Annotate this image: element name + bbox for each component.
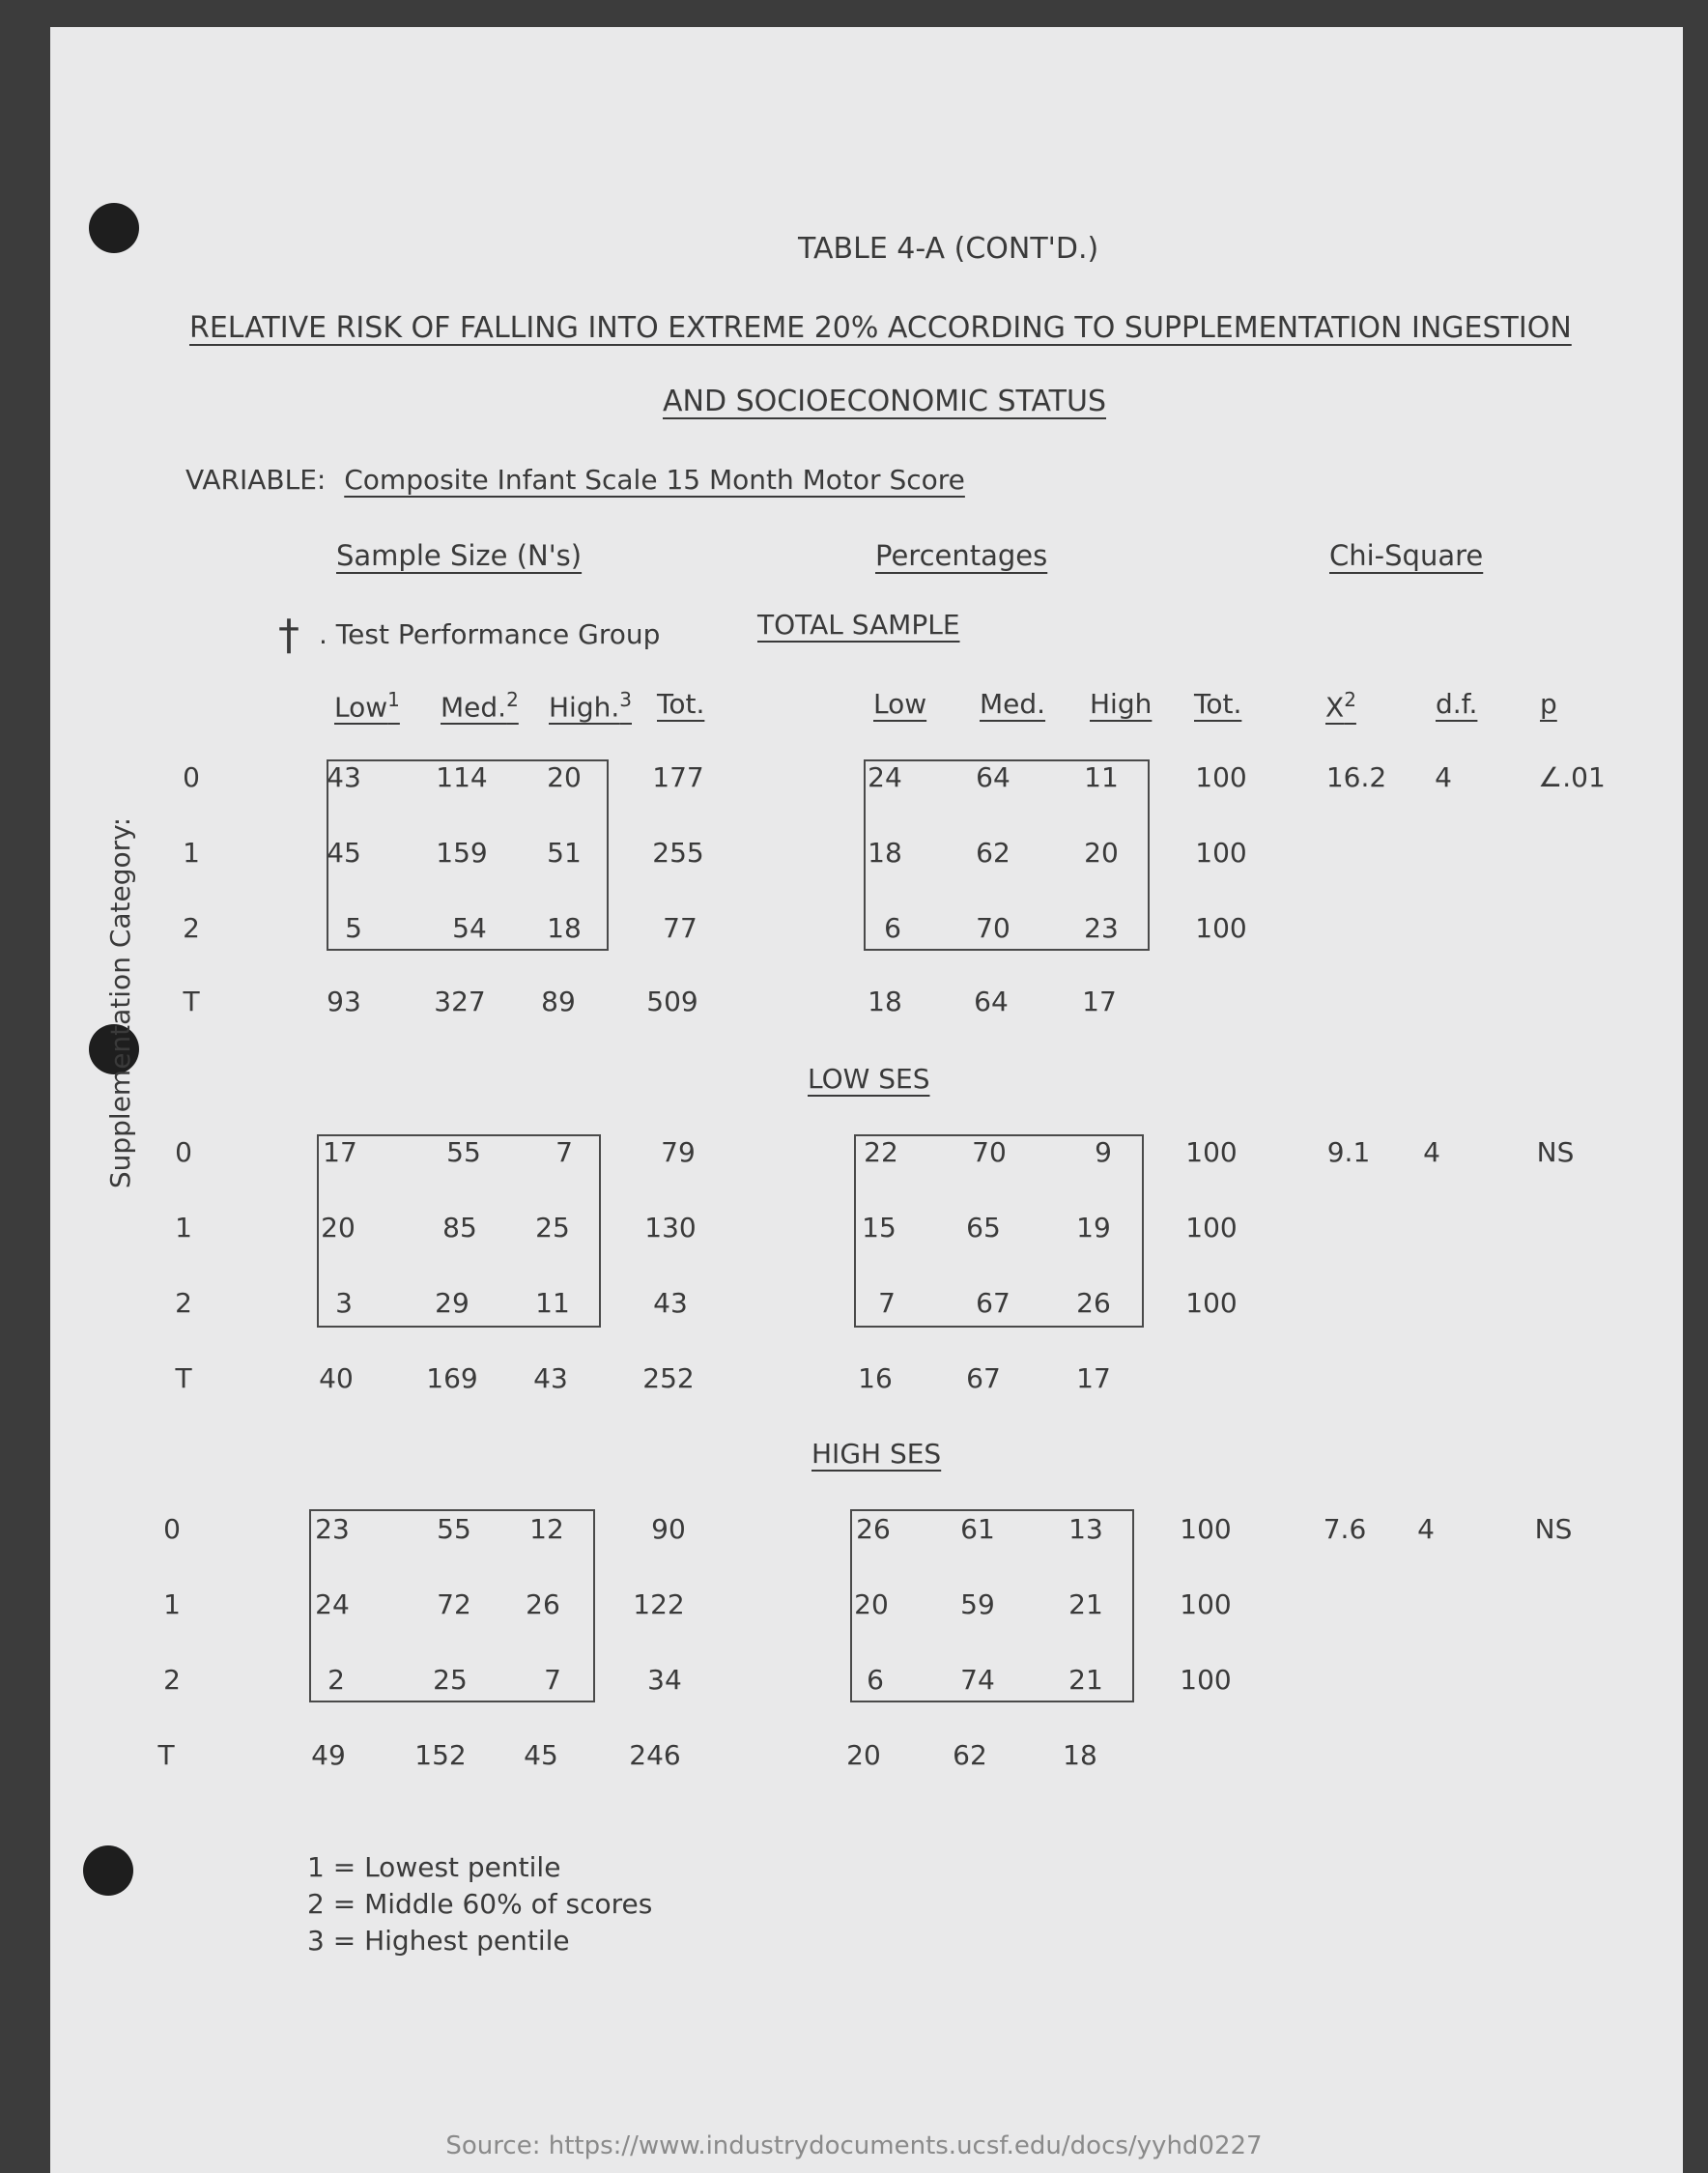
row-label: 1 — [183, 837, 200, 869]
n-total-cell: 45 — [524, 1739, 558, 1771]
n-cell: 43 — [653, 1287, 688, 1319]
chi-p-value: ∠.01 — [1538, 761, 1606, 793]
chi-p-value: NS — [1536, 1136, 1575, 1168]
n-cell: 17 — [323, 1136, 357, 1168]
n-cell: 51 — [547, 837, 582, 869]
pct-total-cell: 20 — [846, 1739, 881, 1771]
variable-label: VARIABLE: — [185, 464, 327, 496]
pct-cell: 6 — [884, 912, 901, 944]
pct-cell: 67 — [976, 1287, 1011, 1319]
pct-total-cell: 67 — [966, 1362, 1001, 1394]
n-cell: 25 — [535, 1212, 570, 1244]
row-label: 2 — [183, 912, 200, 944]
n-cell: 25 — [433, 1664, 468, 1696]
pct-cell: 7 — [878, 1287, 896, 1319]
n-cell: 26 — [526, 1588, 560, 1620]
pct-cell: 23 — [1084, 912, 1119, 944]
n-total-cell: 152 — [414, 1739, 467, 1771]
col-p: p — [1540, 688, 1557, 720]
pct-cell: 19 — [1076, 1212, 1111, 1244]
n-cell: 7 — [555, 1136, 573, 1168]
chi-x2-value: 16.2 — [1325, 761, 1387, 793]
n-cell: 114 — [436, 761, 488, 793]
n-cell: 90 — [651, 1513, 686, 1545]
n-cell: 20 — [547, 761, 582, 793]
punch-hole — [89, 203, 139, 253]
n-cell: 7 — [544, 1664, 561, 1696]
n-cell: 177 — [652, 761, 704, 793]
pct-cell: 22 — [864, 1136, 898, 1168]
row-label: T — [157, 1739, 175, 1771]
col-df: d.f. — [1436, 688, 1478, 720]
pct-total-cell: 17 — [1082, 986, 1117, 1017]
pct-cell: 24 — [868, 761, 902, 793]
pct-cell: 9 — [1095, 1136, 1112, 1168]
chi-df-value: 4 — [1435, 761, 1452, 793]
n-total-cell: 509 — [646, 986, 698, 1017]
n-total-cell: 93 — [327, 986, 361, 1017]
col-tot-pct: Tot. — [1194, 688, 1242, 720]
percentages-header: Percentages — [875, 539, 1048, 572]
pct-total-cell: 64 — [974, 986, 1009, 1017]
n-cell: 20 — [321, 1212, 356, 1244]
pct-cell: 18 — [868, 837, 902, 869]
n-total-cell: 40 — [319, 1362, 354, 1394]
pct-cell: 70 — [976, 912, 1011, 944]
n-cell: 34 — [647, 1664, 682, 1696]
chi-p-value: NS — [1534, 1513, 1573, 1545]
pct-cell: 15 — [862, 1212, 897, 1244]
chi-x2-value: 9.1 — [1326, 1136, 1371, 1168]
pct-cell: 74 — [960, 1664, 995, 1696]
pct-cell: 20 — [854, 1588, 889, 1620]
row-label: T — [175, 1362, 192, 1394]
n-total-cell: 327 — [434, 986, 486, 1017]
test-performance-group-label: . Test Performance Group — [319, 618, 661, 650]
col-tot-n: Tot. — [657, 688, 705, 720]
pct-total-cell: 16 — [858, 1362, 893, 1394]
pct-cell: 20 — [1084, 837, 1119, 869]
n-cell: 77 — [663, 912, 697, 944]
pct-cell: 100 — [1195, 912, 1247, 944]
col-high-pct: High — [1090, 688, 1153, 720]
chi-x2-value: 7.6 — [1323, 1513, 1367, 1545]
row-label: 1 — [175, 1212, 192, 1244]
source-caption: Source: https://www.industrydocuments.ucsf.edu/docs/yyhd0227 — [445, 2131, 1263, 2160]
n-cell: 12 — [529, 1513, 564, 1545]
col-med-pct: Med. — [980, 688, 1046, 720]
pct-cell: 65 — [966, 1212, 1001, 1244]
pct-cell: 21 — [1068, 1664, 1103, 1696]
footnote: 2 = Middle 60% of scores — [307, 1888, 653, 1920]
n-cell: 159 — [436, 837, 488, 869]
pct-cell: 6 — [867, 1664, 884, 1696]
pct-cell: 100 — [1195, 761, 1247, 793]
n-total-cell: 43 — [533, 1362, 568, 1394]
col-chi-x2: $X^2$ — [1325, 688, 1356, 724]
n-total-cell: 246 — [629, 1739, 681, 1771]
n-total-cell: 169 — [426, 1362, 478, 1394]
row-label: 0 — [175, 1136, 192, 1168]
n-total-cell: 49 — [311, 1739, 346, 1771]
pct-cell: 59 — [960, 1588, 995, 1620]
chi-df-value: 4 — [1423, 1136, 1440, 1168]
row-label: 1 — [163, 1588, 181, 1620]
n-cell: 72 — [437, 1588, 471, 1620]
row-label: 2 — [163, 1664, 181, 1696]
n-cell: 130 — [644, 1212, 697, 1244]
pct-cell: 100 — [1180, 1513, 1232, 1545]
col-high-n: High.$^3$ — [549, 688, 632, 724]
title-line-2: AND SOCIOECONOMIC STATUS — [663, 385, 1107, 418]
n-cell: 122 — [633, 1588, 685, 1620]
pct-cell: 13 — [1068, 1513, 1103, 1545]
section-title: LOW SES — [808, 1063, 930, 1095]
n-cell: 29 — [435, 1287, 470, 1319]
pct-cell: 26 — [856, 1513, 891, 1545]
section-title: TOTAL SAMPLE — [757, 609, 960, 641]
variable-line — [185, 464, 965, 496]
n-cell: 79 — [661, 1136, 696, 1168]
n-cell: 55 — [437, 1513, 471, 1545]
pct-cell: 100 — [1180, 1664, 1232, 1696]
n-cell: 24 — [315, 1588, 350, 1620]
n-cell: 255 — [652, 837, 704, 869]
chi-df-value: 4 — [1417, 1513, 1435, 1545]
chi-square-header: Chi-Square — [1329, 539, 1484, 572]
table-label: TABLE 4-A (CONT'D.) — [798, 232, 1099, 266]
pct-total-cell: 17 — [1076, 1362, 1111, 1394]
punch-hole — [83, 1845, 133, 1896]
row-label: 0 — [163, 1513, 181, 1545]
pct-cell: 62 — [976, 837, 1011, 869]
row-label: T — [183, 986, 200, 1017]
row-label: 0 — [183, 761, 200, 793]
pct-cell: 100 — [1185, 1287, 1238, 1319]
dagger-mark: † — [278, 611, 299, 660]
pct-cell: 21 — [1068, 1588, 1103, 1620]
variable-value: Composite Infant Scale 15 Month Motor Score — [344, 464, 965, 496]
n-cell: 85 — [442, 1212, 477, 1244]
n-cell: 43 — [327, 761, 361, 793]
title-line-1: RELATIVE RISK OF FALLING INTO EXTREME 20% ACCORDING TO SUPPLEMENTATION INGESTION — [189, 311, 1572, 345]
sample-size-header: Sample Size (N's) — [336, 539, 583, 572]
n-cell: 11 — [535, 1287, 570, 1319]
n-total-cell: 89 — [541, 986, 576, 1017]
pct-cell: 100 — [1195, 837, 1247, 869]
pct-cell: 11 — [1084, 761, 1119, 793]
supplementation-category-label: Supplementation Category: — [104, 816, 136, 1189]
col-low-pct: Low — [873, 688, 927, 720]
pct-cell: 26 — [1076, 1287, 1111, 1319]
n-cell: 18 — [547, 912, 582, 944]
document-page — [50, 27, 1683, 2173]
n-cell: 2 — [327, 1664, 345, 1696]
pct-total-cell: 18 — [1063, 1739, 1097, 1771]
col-low-n: Low$^1$ — [334, 688, 400, 724]
pct-total-cell: 18 — [868, 986, 902, 1017]
section-title: HIGH SES — [811, 1438, 942, 1470]
pct-cell: 100 — [1180, 1588, 1232, 1620]
footnote: 3 = Highest pentile — [307, 1925, 570, 1957]
pct-cell: 64 — [976, 761, 1011, 793]
n-total-cell: 252 — [642, 1362, 695, 1394]
n-cell: 55 — [446, 1136, 481, 1168]
pct-cell: 100 — [1185, 1136, 1238, 1168]
col-med-n: Med.$^2$ — [441, 688, 519, 724]
pct-cell: 100 — [1185, 1212, 1238, 1244]
n-cell: 54 — [452, 912, 487, 944]
pct-total-cell: 62 — [953, 1739, 987, 1771]
n-cell: 3 — [335, 1287, 353, 1319]
n-cell: 45 — [327, 837, 361, 869]
footnote: 1 = Lowest pentile — [307, 1851, 561, 1883]
n-cell: 23 — [315, 1513, 350, 1545]
pct-cell: 70 — [972, 1136, 1007, 1168]
pct-cell: 61 — [960, 1513, 995, 1545]
n-cell: 5 — [345, 912, 362, 944]
row-label: 2 — [175, 1287, 192, 1319]
